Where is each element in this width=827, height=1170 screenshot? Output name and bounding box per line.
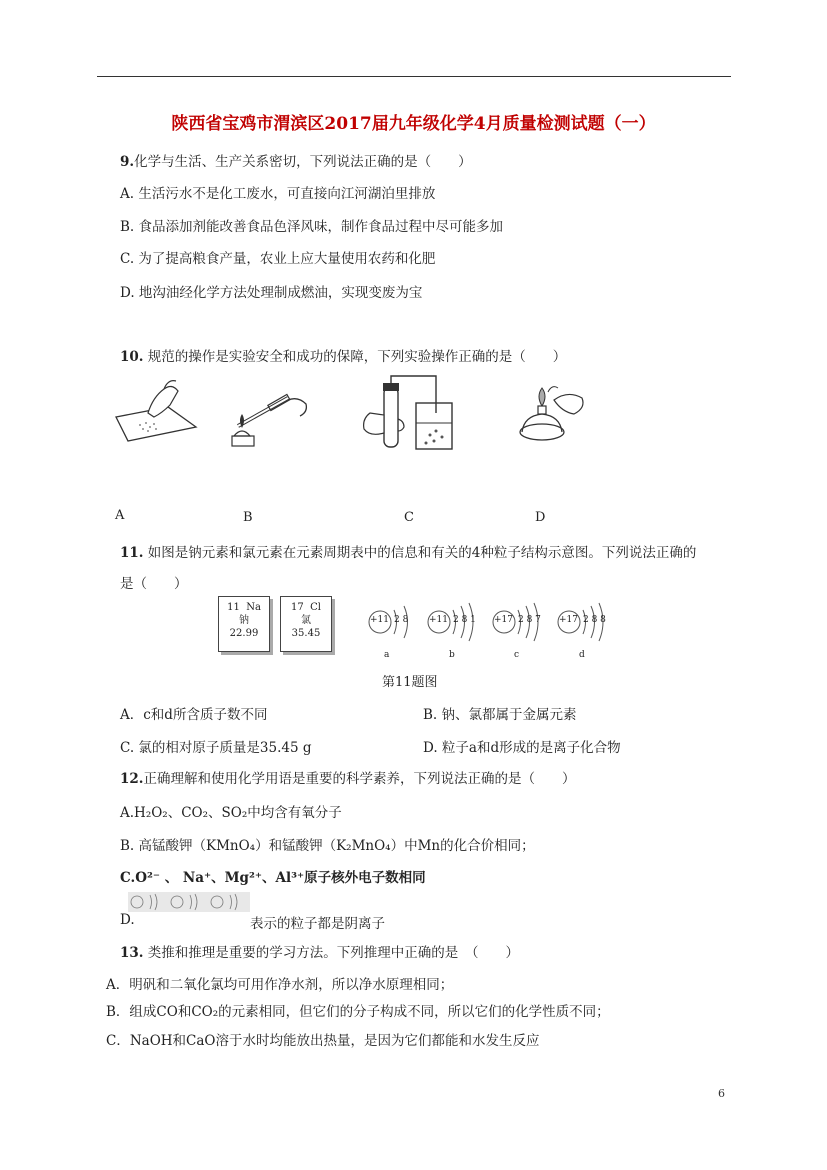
q12-option-d-text: 表示的粒子都是阴离子 bbox=[250, 916, 385, 932]
particle-c-label: c bbox=[514, 650, 520, 660]
q9-stem: 化学与生活、生产关系密切，下列说法正确的是（ ） bbox=[134, 154, 472, 170]
header-rule bbox=[97, 76, 731, 77]
q11-option-a: A．c和d所含质子数不同 bbox=[120, 707, 268, 723]
q11-number: 11. bbox=[120, 545, 144, 561]
particle-b-label: b bbox=[449, 650, 455, 660]
q11-stem-1: 如图是钠元素和氯元素在元素周期表中的信息和有关的4种粒子结构示意图。下列说法正确的 bbox=[147, 545, 697, 561]
q12-option-d-image bbox=[128, 892, 250, 912]
q12-option-c: C.O²⁻ 、 Na⁺、Mg²⁺、Al³⁺原子核外电子数相同 bbox=[120, 870, 426, 886]
q9-option-b: B. 食品添加剂能改善食品色泽风味，制作食品过程中尽可能多加 bbox=[120, 219, 504, 235]
q10-figure-b bbox=[228, 378, 313, 450]
q13-number: 13. bbox=[120, 945, 144, 961]
q12-option-d-prefix: D. bbox=[120, 912, 135, 928]
cl-name: 氯 bbox=[301, 615, 311, 626]
q10-number: 10. bbox=[120, 349, 144, 365]
q11-stem-line2: 是（ ） bbox=[120, 576, 188, 592]
chlorine-element-box bbox=[280, 596, 332, 652]
q12-option-b: B. 高锰酸钾（KMnO₄）和锰酸钾（K₂MnO₄）中Mn的化合价相同； bbox=[120, 838, 535, 854]
page-title: 陕西省宝鸡市渭滨区2017届九年级化学4月质量检测试题（一） bbox=[171, 114, 656, 134]
q12-number: 12. bbox=[120, 771, 144, 787]
particle-c-shells: 2 8 7 bbox=[518, 615, 541, 625]
cl-mass: 35.45 bbox=[291, 628, 321, 639]
q10-figure-d bbox=[512, 378, 590, 448]
q10-label-d: D bbox=[535, 510, 546, 525]
q11-option-c: C. 氯的相对原子质量是35.45 g bbox=[120, 740, 312, 756]
particle-d-nucleus: +17 bbox=[559, 615, 578, 625]
q10-figure-a bbox=[98, 375, 203, 445]
na-name: 钠 bbox=[239, 615, 249, 626]
q11-figure-caption: 第11题图 bbox=[382, 675, 438, 690]
na-mass: 22.99 bbox=[229, 628, 259, 639]
page-number: 6 bbox=[718, 1087, 725, 1100]
q9-option-c: C. 为了提高粮食产量，农业上应大量使用农药和化肥 bbox=[120, 251, 436, 267]
q9-number: 9. bbox=[120, 154, 135, 170]
particle-d-label: d bbox=[579, 650, 585, 660]
q13-option-b: B．组成CO和CO₂的元素相同，但它们的分子构成不同，所以它们的化学性质不同； bbox=[106, 1004, 610, 1020]
q11-option-b: B. 钠、氯都属于金属元素 bbox=[423, 707, 577, 723]
q13-option-c: C．NaOH和CaO溶于水时均能放出热量，是因为它们都能和水发生反应 bbox=[106, 1033, 540, 1049]
particle-a-shells: 2 8 bbox=[394, 615, 409, 625]
q10-stem-line bbox=[120, 345, 566, 365]
particle-a-nucleus: +11 bbox=[370, 615, 389, 625]
q12-stem: 正确理解和使用化学用语是重要的科学素养，下列说法正确的是（ ） bbox=[143, 771, 576, 787]
q12-option-a: A.H₂O₂、CO₂、SO₂中均含有氧分子 bbox=[120, 805, 342, 821]
q10-label-c: C bbox=[404, 510, 414, 525]
q10-label-b: B bbox=[243, 510, 253, 525]
na-atomic-number: 11 bbox=[227, 602, 240, 613]
particle-c-nucleus: +17 bbox=[494, 615, 513, 625]
q9-option-a: A. 生活污水不是化工废水，可直接向江河湖泊里排放 bbox=[120, 186, 436, 202]
na-symbol: Na bbox=[246, 602, 261, 613]
q13-stem: 类推和推理是重要的学习方法。下列推理中正确的是 （ ） bbox=[147, 945, 520, 961]
particle-a-label: a bbox=[384, 650, 390, 660]
particle-d-shells: 2 8 8 bbox=[583, 615, 606, 625]
q10-stem: 规范的操作是实验安全和成功的保障，下列实验操作正确的是（ ） bbox=[147, 349, 567, 365]
q10-label-a: A bbox=[115, 508, 125, 523]
particle-b-shells: 2 8 1 bbox=[453, 615, 476, 625]
sodium-element-box bbox=[218, 596, 270, 652]
q13-stem-line bbox=[120, 941, 519, 961]
q10-figure-c bbox=[360, 373, 460, 455]
q11-option-d: D. 粒子a和d形成的是离子化合物 bbox=[423, 740, 621, 756]
cl-symbol: Cl bbox=[310, 602, 321, 613]
q11-stem-line1 bbox=[120, 541, 696, 561]
q12-stem-line bbox=[120, 767, 576, 787]
q9-stem-line bbox=[120, 150, 472, 170]
q9-option-d: D. 地沟油经化学方法处理制成燃油，实现变废为宝 bbox=[120, 285, 423, 301]
cl-atomic-number: 17 bbox=[291, 602, 304, 613]
q13-option-a: A．明矾和二氧化氯均可用作净水剂，所以净水原理相同； bbox=[106, 977, 454, 993]
particle-b-nucleus: +11 bbox=[429, 615, 448, 625]
